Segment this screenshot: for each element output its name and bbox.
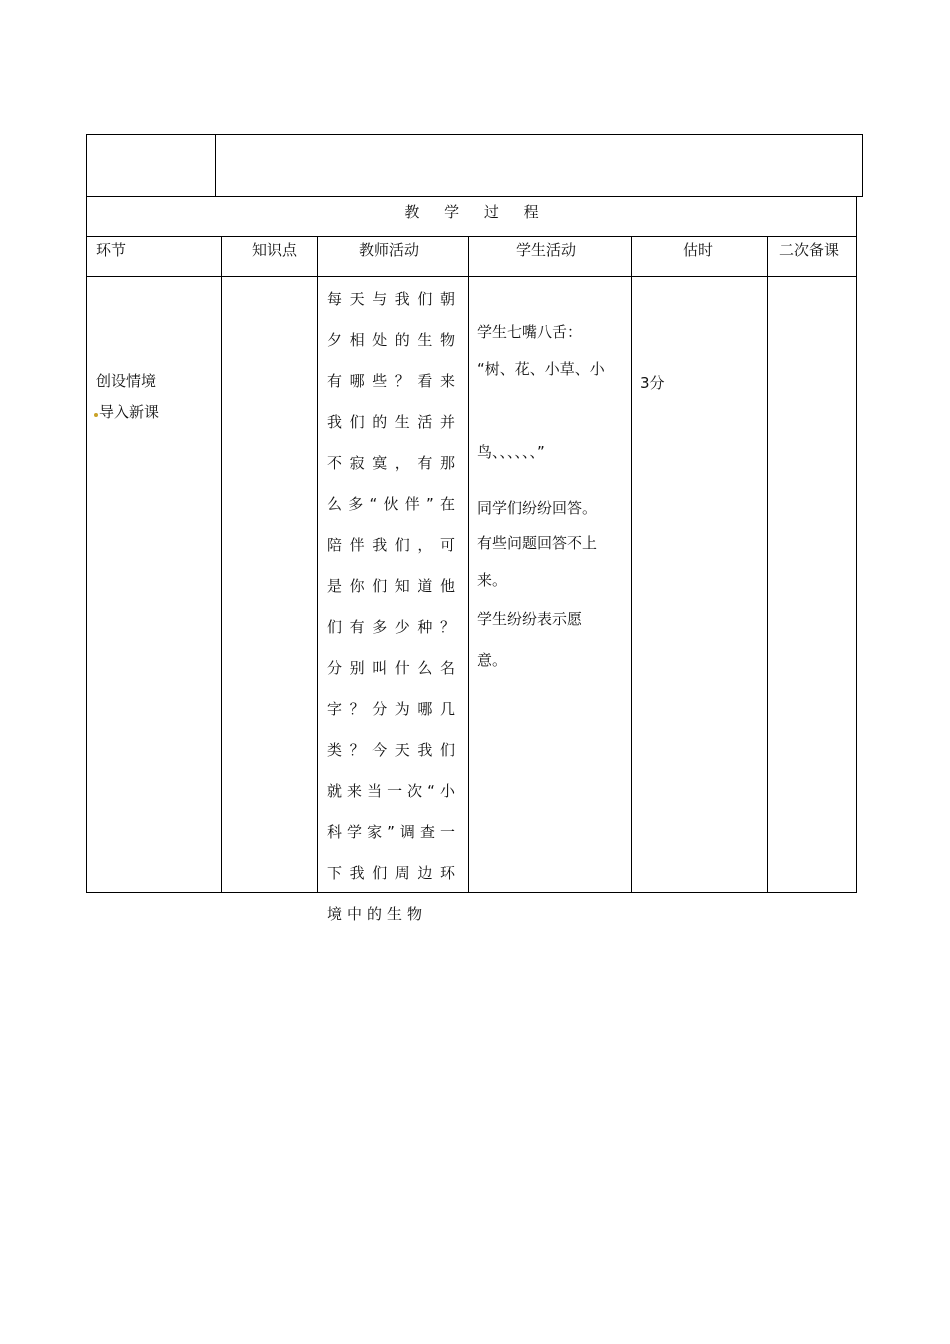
student-line-3: 鸟、、、、、、”	[477, 443, 545, 461]
header-student: 学生活动	[516, 241, 577, 259]
table-title: 教 学 过 程	[404, 203, 539, 221]
margin-mark-icon	[94, 413, 98, 417]
time-value: 3分	[640, 374, 665, 392]
stage-line-2-wrap	[94, 402, 159, 422]
col-divider-2	[317, 237, 318, 892]
col-divider-1	[221, 237, 222, 892]
header-notes: 二次备课	[779, 241, 840, 259]
header-stage: 环节	[96, 241, 127, 259]
top-empty-table	[86, 134, 863, 197]
student-line-6: 学生纷纷表示愿意。	[477, 610, 583, 669]
stage-line-1: 创设情境	[96, 372, 157, 390]
student-line-1: 学生七嘴八舌：	[477, 323, 583, 341]
header-row-border	[87, 276, 856, 277]
col-divider-4	[631, 237, 632, 892]
col-divider-5	[767, 237, 768, 892]
student-line-5: 有些问题回答不上来。	[477, 534, 598, 589]
student-line-4: 同学们纷纷回答。	[477, 499, 598, 517]
top-table-divider	[215, 135, 216, 196]
header-knowledge: 知识点	[252, 241, 298, 259]
table-title-row	[87, 197, 856, 237]
header-teacher: 教师活动	[359, 241, 420, 259]
teacher-activity: 每天与我们朝夕相处的生物有哪些？看来我们的生活并不寂寞，有那么多“伙伴”在陪伴我们，可是你们知道他们有多少种？分别叫什么名字？分为哪几类？今天我们就来当一次“小科学家”调查一下我们周边环境中的生物	[327, 290, 460, 923]
lesson-process-table	[86, 197, 857, 923]
header-time: 估时	[683, 241, 714, 259]
student-line-2: “树、花、小草、小	[477, 360, 605, 378]
stage-line-2: 导入新课	[99, 403, 160, 421]
col-divider-3	[468, 237, 469, 892]
